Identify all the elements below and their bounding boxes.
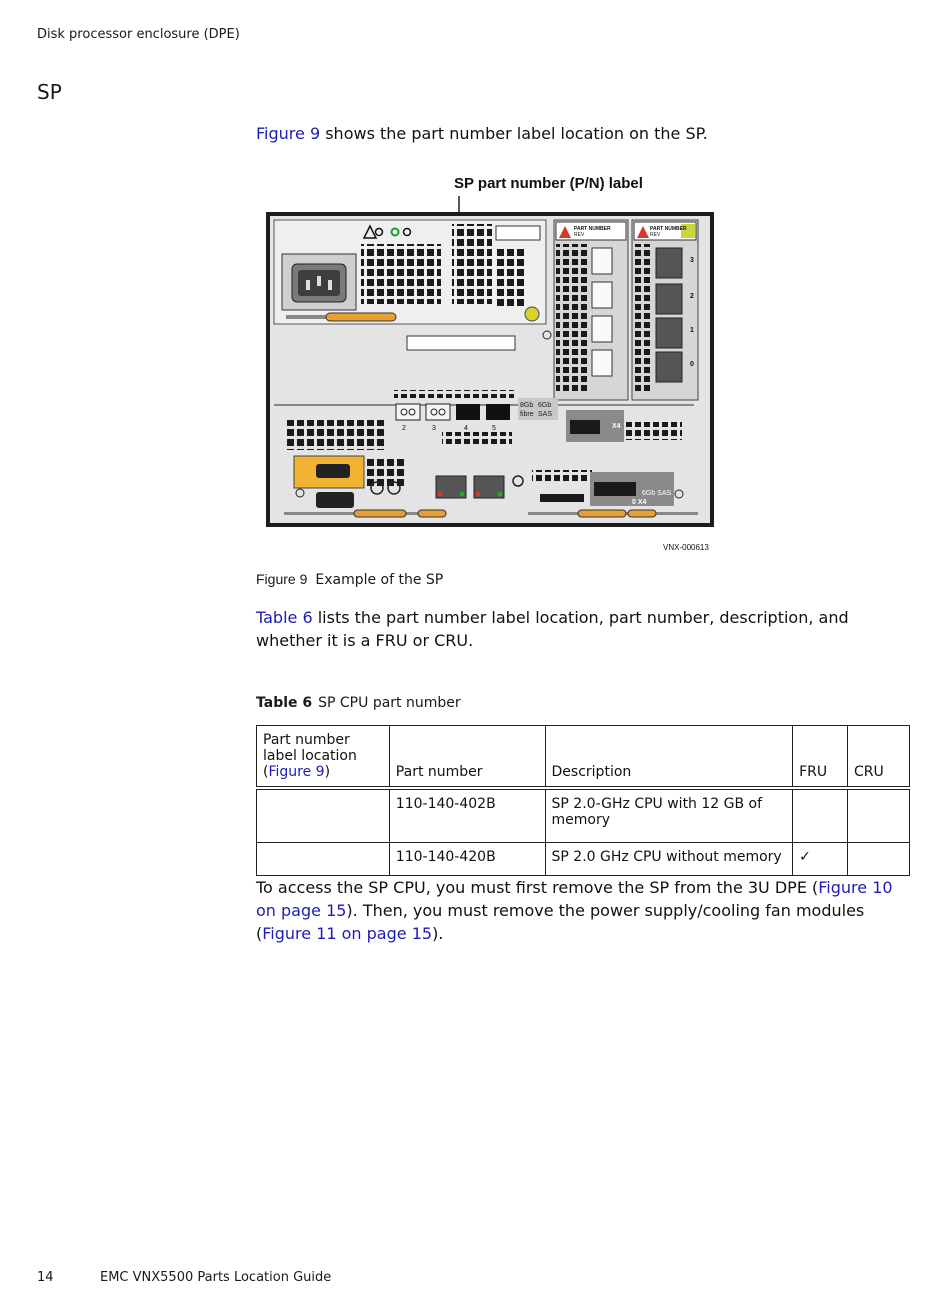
- figure-9-link[interactable]: Figure 9: [256, 124, 321, 143]
- table-intro-paragraph: Table 6 lists the part number label location, part number, description, and whether it is a FRU or CRU.: [256, 608, 849, 650]
- figure-10-link[interactable]: Figure 10 on page 15: [256, 878, 893, 920]
- cell-fru: ✓: [793, 843, 848, 876]
- figure-caption-label: Figure 9: [256, 571, 308, 587]
- sp-figure: [256, 168, 726, 558]
- svg-text:6Gb SAS: 6Gb SAS: [642, 490, 672, 497]
- figure-caption-text: Example of the SP: [315, 572, 444, 588]
- running-head: Disk processor enclosure (DPE): [37, 27, 240, 42]
- figure-9-header-link[interactable]: Figure 9: [268, 764, 325, 780]
- cell-location: [257, 843, 390, 876]
- cell-part-number: 110-140-402B: [389, 788, 545, 843]
- footer-doc-title: EMC VNX5500 Parts Location Guide: [100, 1270, 332, 1285]
- sp-cpu-part-table: [256, 725, 910, 876]
- svg-text:4: 4: [464, 425, 468, 432]
- cell-fru: [793, 788, 848, 843]
- header-description: Description: [545, 726, 793, 789]
- figure-id: VNX-000613: [663, 543, 709, 552]
- svg-text:fibre: fibre: [520, 411, 534, 418]
- table-row: [257, 788, 910, 843]
- svg-text:2: 2: [690, 293, 694, 300]
- section-title: SP: [37, 80, 62, 104]
- svg-text:3: 3: [690, 257, 694, 264]
- svg-text:0: 0: [690, 361, 694, 368]
- svg-text:2: 2: [402, 425, 406, 432]
- table-row: [257, 843, 910, 876]
- svg-text:REV: REV: [574, 232, 585, 238]
- table-caption-label: Table 6: [256, 695, 313, 711]
- cell-description: SP 2.0-GHz CPU with 12 GB of memory: [545, 788, 793, 843]
- svg-text:REV: REV: [650, 232, 661, 238]
- header-location: Part number label location (Figure 9): [257, 726, 390, 789]
- table-6-link[interactable]: Table 6: [256, 608, 313, 627]
- svg-text:PART NUMBER: PART NUMBER: [650, 226, 687, 232]
- header-fru: FRU: [793, 726, 848, 789]
- intro-paragraph: [256, 122, 708, 145]
- cell-cru: [848, 788, 910, 843]
- header-part-number: Part number: [389, 726, 545, 789]
- access-paragraph: To access the SP CPU, you must first remove the SP from the 3U DPE (Figure 10 on page 15). Then, you must remove the power supply/cooling fan modules (Figure 11 on page 15).: [256, 878, 893, 943]
- page-number: 14: [37, 1270, 54, 1285]
- cell-cru: [848, 843, 910, 876]
- svg-text:6Gb: 6Gb: [538, 402, 552, 409]
- svg-text:8Gb: 8Gb: [520, 402, 534, 409]
- svg-text:5: 5: [492, 425, 496, 432]
- header-cru: CRU: [848, 726, 910, 789]
- intro-text: shows the part number label location on the SP.: [320, 124, 708, 143]
- figure-11-link[interactable]: Figure 11 on page 15: [262, 924, 433, 943]
- svg-text:1: 1: [690, 327, 694, 334]
- table-caption: [256, 695, 461, 711]
- figure-caption: [256, 571, 443, 588]
- cell-location: [257, 788, 390, 843]
- svg-text:SAS: SAS: [538, 411, 553, 418]
- table-header-row: [257, 726, 910, 789]
- svg-text:PART NUMBER: PART NUMBER: [574, 226, 611, 232]
- svg-text:X4: X4: [612, 423, 621, 430]
- cell-description: SP 2.0 GHz CPU without memory: [545, 843, 793, 876]
- svg-text:0 X4: 0 X4: [632, 499, 647, 506]
- table-caption-text: SP CPU part number: [318, 695, 461, 711]
- cell-part-number: 110-140-420B: [389, 843, 545, 876]
- pn-label-callout: SP part number (P/N) label: [454, 175, 643, 192]
- svg-text:3: 3: [432, 425, 436, 432]
